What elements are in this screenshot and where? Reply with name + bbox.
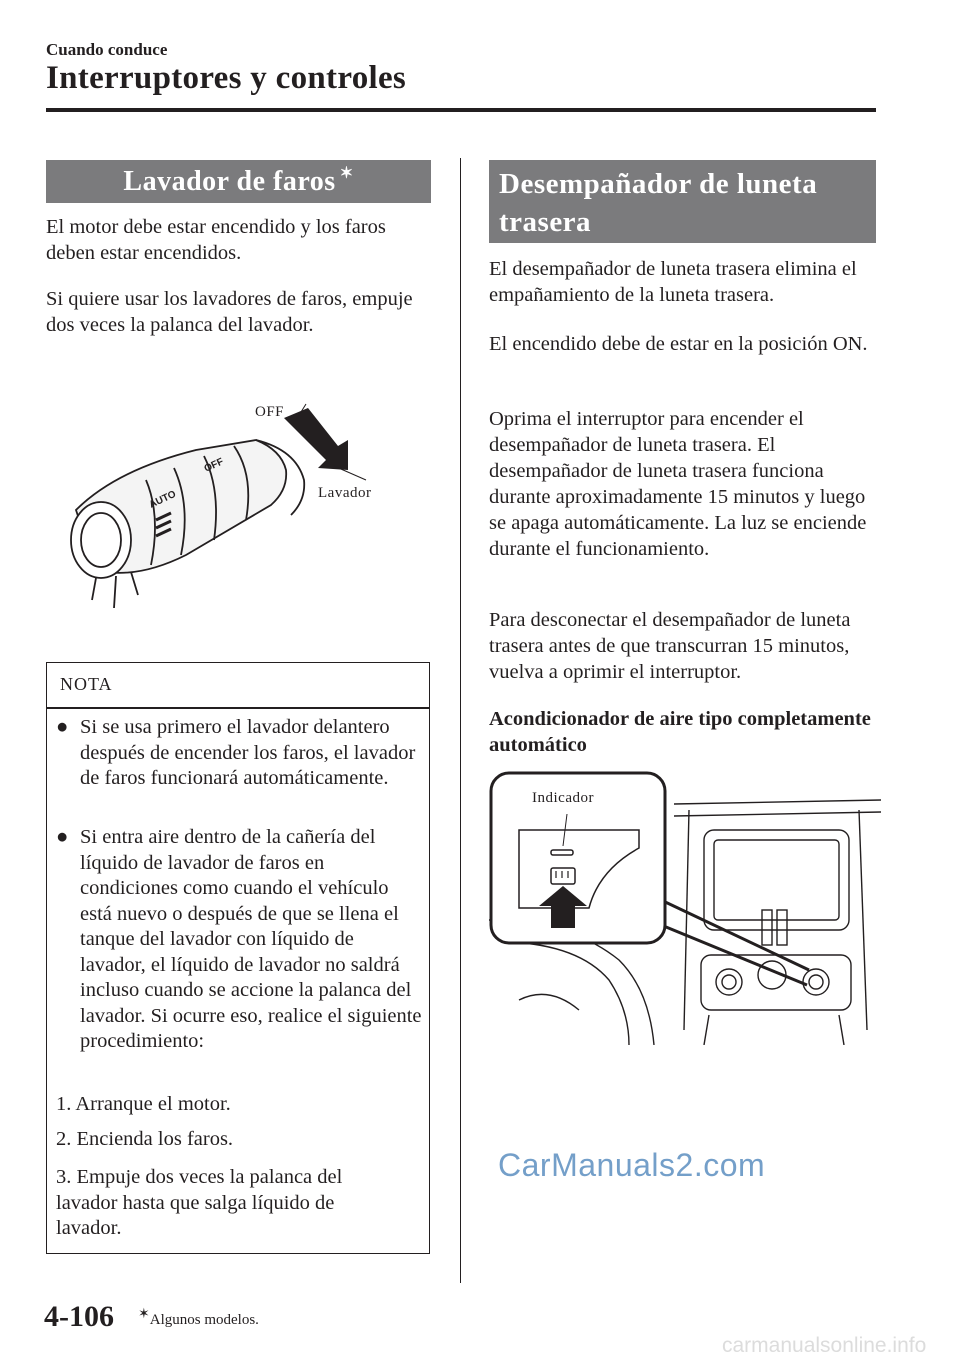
subheading: Acondicionador de aire tipo completamente automático [489,708,871,756]
svg-text:OFF: OFF [202,456,226,475]
washer-label: Lavador [318,485,372,501]
page-number: 4-106 [44,1300,114,1333]
note-title: NOTA [60,674,113,694]
paragraph: El motor debe estar encendido y los faros deben estar encendidos. [46,216,386,264]
paragraph: El encendido debe de estar en la posición ON. [489,333,868,355]
note-step: 1. Arranque el motor. [56,1093,231,1115]
paragraph: Oprima el interruptor para encender el desempañador de luneta trasera. El desempañador de luneta trasera funciona durante aproximadamente 15 minutos y luego se apaga automáticamente. La luz se enciende durante el funcionamiento. [489,408,867,560]
indicator-label: Indicador [532,790,594,806]
bullet-icon: ● [56,716,69,738]
paragraph: Para desconectar el desempañador de luneta trasera antes de que transcurran 15 minutos, vuelva a oprimir el interruptor. [489,609,851,683]
note-bullet: ● Si se usa primero el lavador delantero después de encender los faros, el lavador de faros funcionará automáticamente. [56,716,416,789]
some-models-star: ✶ [339,165,354,182]
paragraph: Si quiere usar los lavadores de faros, empuje dos veces la palanca del lavador. [46,288,413,336]
paragraph: El desempañador de luneta trasera elimina el empañamiento de la luneta trasera. [489,258,857,306]
note-step: 3. Empuje dos veces la palanca del lavador hasta que salga líquido de lavador. [56,1166,343,1239]
watermark: CarManuals2.com [498,1147,766,1183]
bullet-icon: ● [56,826,69,848]
note-step: 2. Encienda los faros. [56,1128,234,1150]
note-divider [46,707,430,709]
section-heading-headlight-washer: Lavador de faros ✶ [46,160,431,203]
dashboard-illustration [489,770,881,1045]
section-label: Cuando conduce [46,40,168,59]
page-title: Interruptores y controles [46,60,407,96]
footer-note: ✶Algunos modelos. [138,1307,259,1328]
header-divider [46,108,876,112]
section-heading-rear-defroster: Desempañador de luneta trasera [489,160,876,243]
note-bullet: ● Si entra aire dentro de la cañería del líquido de lavador de faros en condiciones como cuando el vehículo está nuevo o después de que se llena el tanque del lavador con líquido de lavador, el líquido de lavador no saldrá incluso cuando se accione la palanca del lavador. Si ocurre eso, realice el siguiente procedimiento: [56,826,422,1052]
svg-text:AUTO: AUTO [147,488,178,511]
column-divider [460,158,461,1283]
off-label: OFF [255,404,285,420]
site-url: carmanualsonline.info [722,1334,927,1357]
